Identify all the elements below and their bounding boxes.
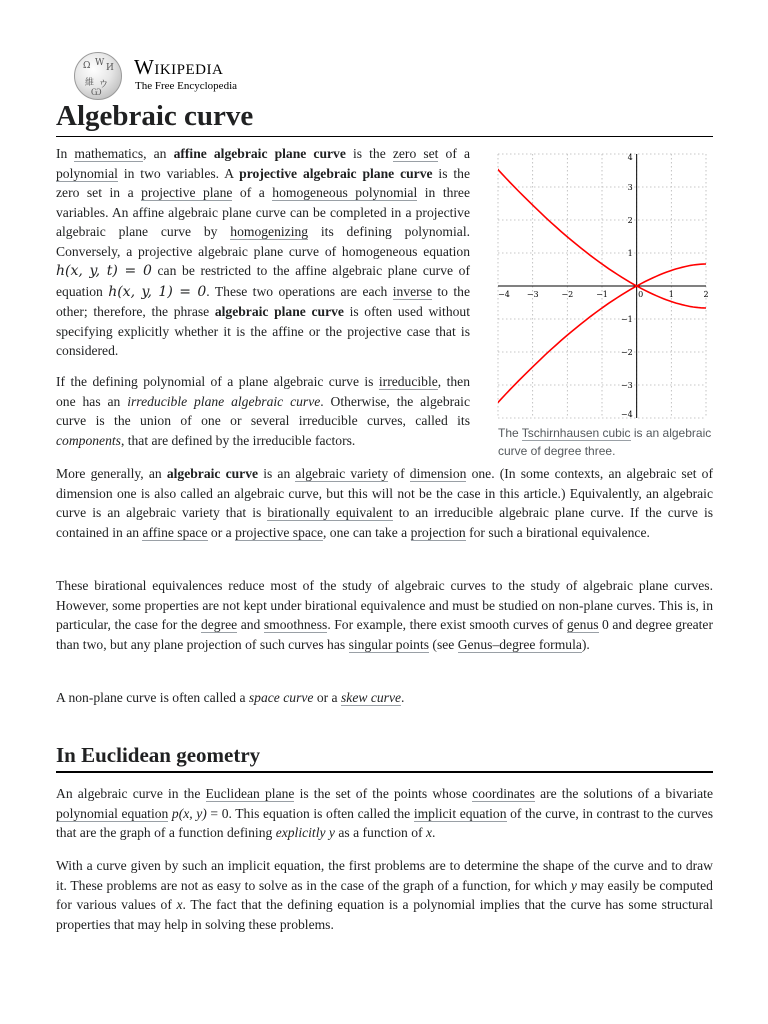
link-tschirnhausen-cubic[interactable]: Tschirnhausen cubic <box>521 426 631 440</box>
link-projection[interactable]: projection <box>410 524 466 540</box>
x-tick-label: 1 <box>668 290 674 299</box>
link-skew-curve[interactable]: skew curve <box>341 690 402 705</box>
link-degree[interactable]: degree <box>200 617 238 632</box>
link-projective-plane[interactable]: projective plane <box>141 185 233 200</box>
section-paragraph-1: An algebraic curve in the Euclidean plane is the set of the points whose coordinates are the solutions of a bivariate polynomial equation p(x, y) = 0. This equation is often called the implicit equation of the curve, in contrast to the curves that are the graph of a function defining explicitly y as a function of x. <box>56 786 714 840</box>
globe-glyph: Ω <box>83 61 91 71</box>
wikipedia-wordmark[interactable]: Wikipedia <box>134 55 224 79</box>
x-tick-label: −4 <box>498 290 510 299</box>
y-tick-label: 1 <box>627 249 633 258</box>
intro-paragraph-2: If the defining polynomial of a plane algebraic curve is irreducible, then one has an irreducible plane algebraic curve. Otherwise, the algebraic curve is the union of one or several irreducible curves, called its components, that are defined by the irreducible factors. <box>56 374 470 448</box>
y-tick-label: −1 <box>620 315 633 324</box>
tagline: The Free Encyclopedia <box>135 80 238 92</box>
link-dimension[interactable]: dimension <box>409 466 467 481</box>
link-singular-points[interactable]: singular points <box>348 636 430 652</box>
link-genus-degree-formula[interactable]: Genus–degree formula <box>457 636 582 652</box>
math-h-xyt: h(x, y, t) = 0 <box>56 263 152 279</box>
link-zero-set[interactable]: zero set <box>392 146 439 161</box>
section-paragraph-2: With a curve given by such an implicit equation, the first problems are to determine the shape of the curve and to draw it. These problems are not as easy to solve as in the case of the graph of a function, for which y may easily be computed for various values of x. The fact that the defining equation is a polynomial implies that the curve has some structural properties that may help in solving these problems. <box>56 858 713 932</box>
section-heading-euclidean-geometry: In Euclidean geometry <box>56 740 713 773</box>
link-genus[interactable]: genus <box>566 617 599 632</box>
intro-paragraph-5: A non-plane curve is often called a space curve or a skew curve. <box>56 690 405 705</box>
link-mathematics[interactable]: mathematics <box>74 146 144 161</box>
tschirnhausen-cubic-plot[interactable] <box>494 150 714 422</box>
link-birationally-equivalent[interactable]: birationally equivalent <box>267 505 393 520</box>
x-tick-label: 2 <box>703 290 709 299</box>
wikipedia-globe-icon[interactable] <box>74 52 122 100</box>
figure-caption: The Tschirnhausen cubic is an algebraic curve of degree three. <box>498 426 712 458</box>
intro-paragraph-1: In mathematics, an affine algebraic plane curve is the zero set of a polynomial in two variables. A projective algebraic plane curve is the zero set in a projective plane of a homogeneous polynomial in three variables. An affine algebraic plane curve can be completed in a projective algebraic plane curve by homogenizing its defining polynomial. Conversely, a projective algebraic plane curve of homogeneous equation h(x, y, t) = 0 can be restricted to the affine algebraic plane curve of equation h(x, y, 1) = 0. These two operations are each inverse to the other; therefore, the phrase algebraic plane curve is often used without specifying explicitly whether it is the affine or the projective case that is considered. <box>56 146 470 358</box>
globe-glyph: 維 <box>85 78 95 88</box>
intro-paragraph-3: More generally, an algebraic curve is an algebraic variety of dimension one. (In some contexts, an algebraic set of dimension one is also called an algebraic curve, but this will not be the case in this article.) Equivalently, an algebraic curve is an algebraic variety that is birationally equivalent to an irreducible algebraic plane curve. If the curve is contained in an affine space or a projective space, one can take a projection for such a birational equivalence. <box>56 466 714 540</box>
link-polynomial[interactable]: polynomial <box>56 165 118 181</box>
link-algebraic-variety[interactable]: algebraic variety <box>295 466 389 481</box>
y-tick-label: −3 <box>620 381 633 390</box>
link-euclidean-plane[interactable]: Euclidean plane <box>205 786 295 801</box>
globe-glyph: Ѡ <box>91 88 102 98</box>
y-tick-label: 4 <box>627 153 633 162</box>
link-affine-space[interactable]: affine space <box>142 524 208 540</box>
y-tick-label: −2 <box>620 348 633 357</box>
link-inverse[interactable]: inverse <box>392 283 433 299</box>
y-tick-label: 2 <box>627 216 633 225</box>
link-projective-space[interactable]: projective space <box>235 524 323 540</box>
page-title: Algebraic curve <box>56 96 713 137</box>
link-implicit-equation[interactable]: implicit equation <box>413 805 507 821</box>
globe-glyph: W <box>95 58 105 68</box>
y-tick-label: 3 <box>627 183 633 192</box>
globe-glyph: И <box>106 63 114 73</box>
link-homogenizing[interactable]: homogenizing <box>230 224 309 239</box>
globe-glyph: ウ <box>99 80 109 90</box>
link-irreducible[interactable]: irreducible <box>378 374 438 389</box>
x-tick-label: −1 <box>596 290 608 299</box>
link-coordinates[interactable]: coordinates <box>472 786 535 801</box>
math-h-xy1: h(x, y, 1) = 0 <box>108 283 207 300</box>
y-tick-label: −4 <box>620 410 633 419</box>
x-tick-label: 0 <box>638 290 644 299</box>
link-homogeneous-polynomial[interactable]: homogeneous polynomial <box>272 185 418 200</box>
link-polynomial-equation[interactable]: polynomial equation <box>56 805 169 821</box>
intro-paragraph-4: These birational equivalences reduce most of the study of algebraic curves to the study of algebraic plane curves. However, some properties are not kept under birational equivalence and must be studied on non-plane curves. This is, in particular, the case for the degree and smoothness. For example, there exist smooth curves of genus 0 and degree greater than two, but any plane projection of such curves has singular points (see Genus–degree formula). <box>56 578 713 652</box>
link-smoothness[interactable]: smoothness <box>263 617 328 632</box>
x-tick-label: −2 <box>561 290 574 299</box>
x-tick-label: −3 <box>526 290 539 299</box>
